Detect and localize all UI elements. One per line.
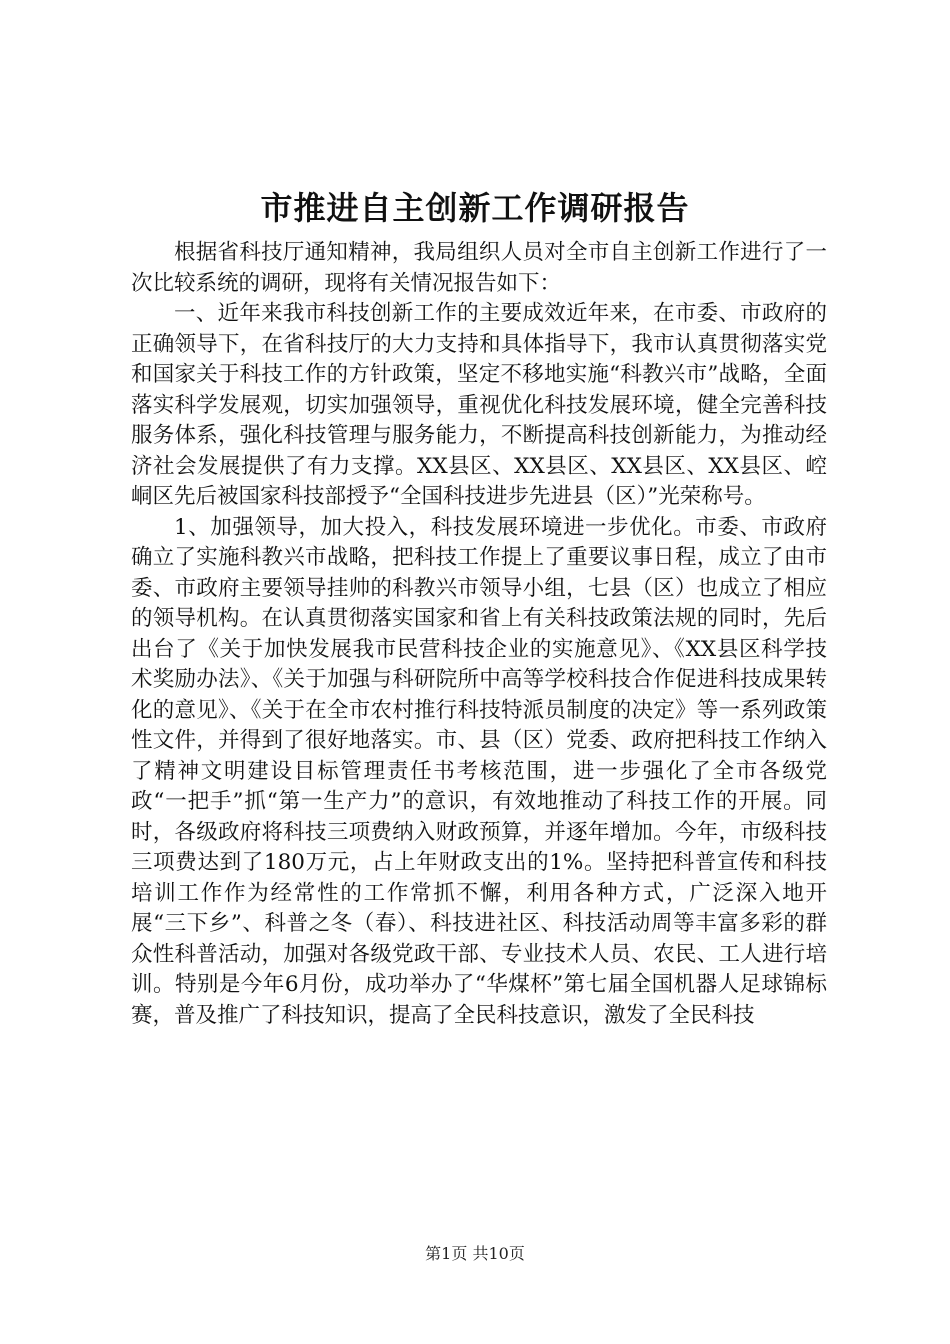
page-total: 共10页 bbox=[472, 1244, 525, 1263]
paragraph-item-one: 1、加强领导，加大投入，科技发展环境进一步优化。市委、市政府确立了实施科教兴市战略，把科技工作提上了重要议事日程，成立了由市委、市政府主要领导挂帅的科教兴市领导小组，七县（区）也成立了相应的领导机构。在认真贯彻落实国家和省上有关科技政策法规的同时，先后出台了《关于加快发展我市民营科技企业的实施意见》、《XX县区科学技术奖励办法》、《关于加强与科研院所中高等学校科技合作促进科技成果转化的意见》、《关于在全市农村推行科技特派员制度的决定》等一系列政策性文件，并得到了很好地落实。市、县（区）党委、政府把科技工作纳入了精神文明建设目标管理责任书考核范围，进一步强化了全市各级党政“一把手”抓“第一生产力”的意识，有效地推动了科技工作的开展。同时，各级政府将科技三项费纳入财政预算，并逐年增加。今年，市级科技三项费达到了180万元，占上年财政支出的1%。坚持把科普宣传和科技培训工作作为经常性的工作常抓不懈，利用各种方式，广泛深入地开展“三下乡”、科普之冬（春）、科技进社区、科技活动周等丰富多彩的群众性科普活动，加强对各级党政干部、专业技术人员、农民、工人进行培训。特别是今年6月份，成功举办了“华煤杯”第七届全国机器人足球锦标赛，普及推广了科技知识，提高了全民科技意识，激发了全民科技 bbox=[131, 514, 827, 1028]
paragraph-intro: 根据省科技厅通知精神，我局组织人员对全市自主创新工作进行了一次比较系统的调研，现将有关情况报告如下： bbox=[131, 240, 827, 296]
paragraph-section-one: 一、近年来我市科技创新工作的主要成效近年来，在市委、市政府的正确领导下，在省科技厅的大力支持和具体指导下，我市认真贯彻落实党和国家关于科技工作的方针政策，坚定不移地实施“科教兴市”战略，全面落实科学发展观，切实加强领导，重视优化科技发展环境，健全完善科技服务体系，强化科技管理与服务能力，不断提高科技创新能力，为推动经济社会发展提供了有力支撑。XX县区、XX县区、XX县区、XX县区、崆峒区先后被国家科技部授予“全国科技进步先进县（区）”光荣称号。 bbox=[131, 301, 827, 509]
page-number: 第1页 bbox=[425, 1244, 468, 1263]
document-title: 市推进自主创新工作调研报告 bbox=[260, 189, 690, 227]
page-footer bbox=[0, 1243, 950, 1265]
document-body bbox=[131, 238, 827, 1031]
